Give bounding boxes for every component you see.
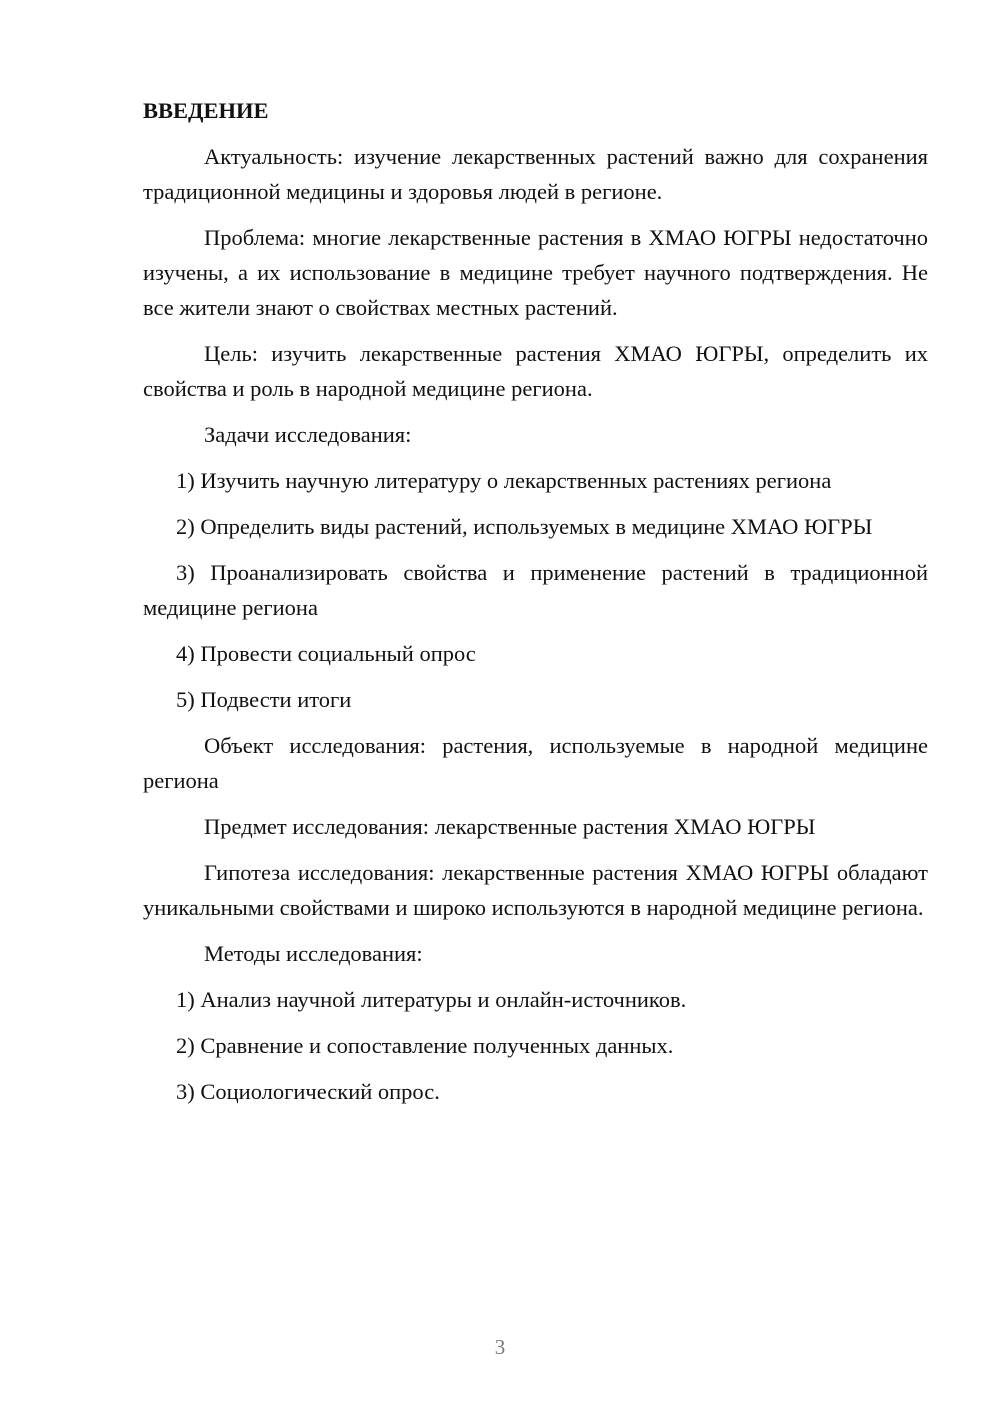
page-content [143,93,928,1120]
relevance-paragraph: Актуальность: изучение лекарственных растений важно для сохранения традиционной медицины и здоровья людей в регионе. [143,144,928,204]
task-item: 5) Подвести итоги [176,687,352,712]
hypothesis-paragraph: Гипотеза исследования: лекарственные растения ХМАО ЮГРЫ обладают уникальными свойствами и широко используются в народной медицине региона. [143,860,928,920]
task-item: 2) Определить виды растений, используемых в медицине ХМАО ЮГРЫ [176,514,873,539]
subject-paragraph: Предмет исследования: лекарственные растения ХМАО ЮГРЫ [204,814,816,839]
task-item: 3) Проанализировать свойства и применение растений в традиционной медицине региона [143,560,928,620]
method-item: 3) Социологический опрос. [176,1079,440,1104]
task-item: 4) Провести социальный опрос [176,641,476,666]
task-item: 1) Изучить научную литературу о лекарственных растениях региона [176,468,832,493]
method-item: 2) Сравнение и сопоставление полученных данных. [176,1033,674,1058]
problem-paragraph: Проблема: многие лекарственные растения в ХМАО ЮГРЫ недостаточно изучены, а их использование в медицине требует научного подтверждения. Не все жители знают о свойствах местных растений. [143,225,928,320]
page-number: 3 [494,1335,506,1359]
goal-paragraph: Цель: изучить лекарственные растения ХМАО ЮГРЫ, определить их свойства и роль в народной медицине региона. [143,341,928,401]
section-title: ВВЕДЕНИЕ [143,98,269,123]
methods-heading: Методы исследования: [204,941,423,966]
tasks-heading: Задачи исследования: [204,422,412,447]
object-paragraph: Объект исследования: растения, используемые в народной медицине региона [143,733,928,793]
method-item: 1) Анализ научной литературы и онлайн-источников. [176,987,687,1012]
